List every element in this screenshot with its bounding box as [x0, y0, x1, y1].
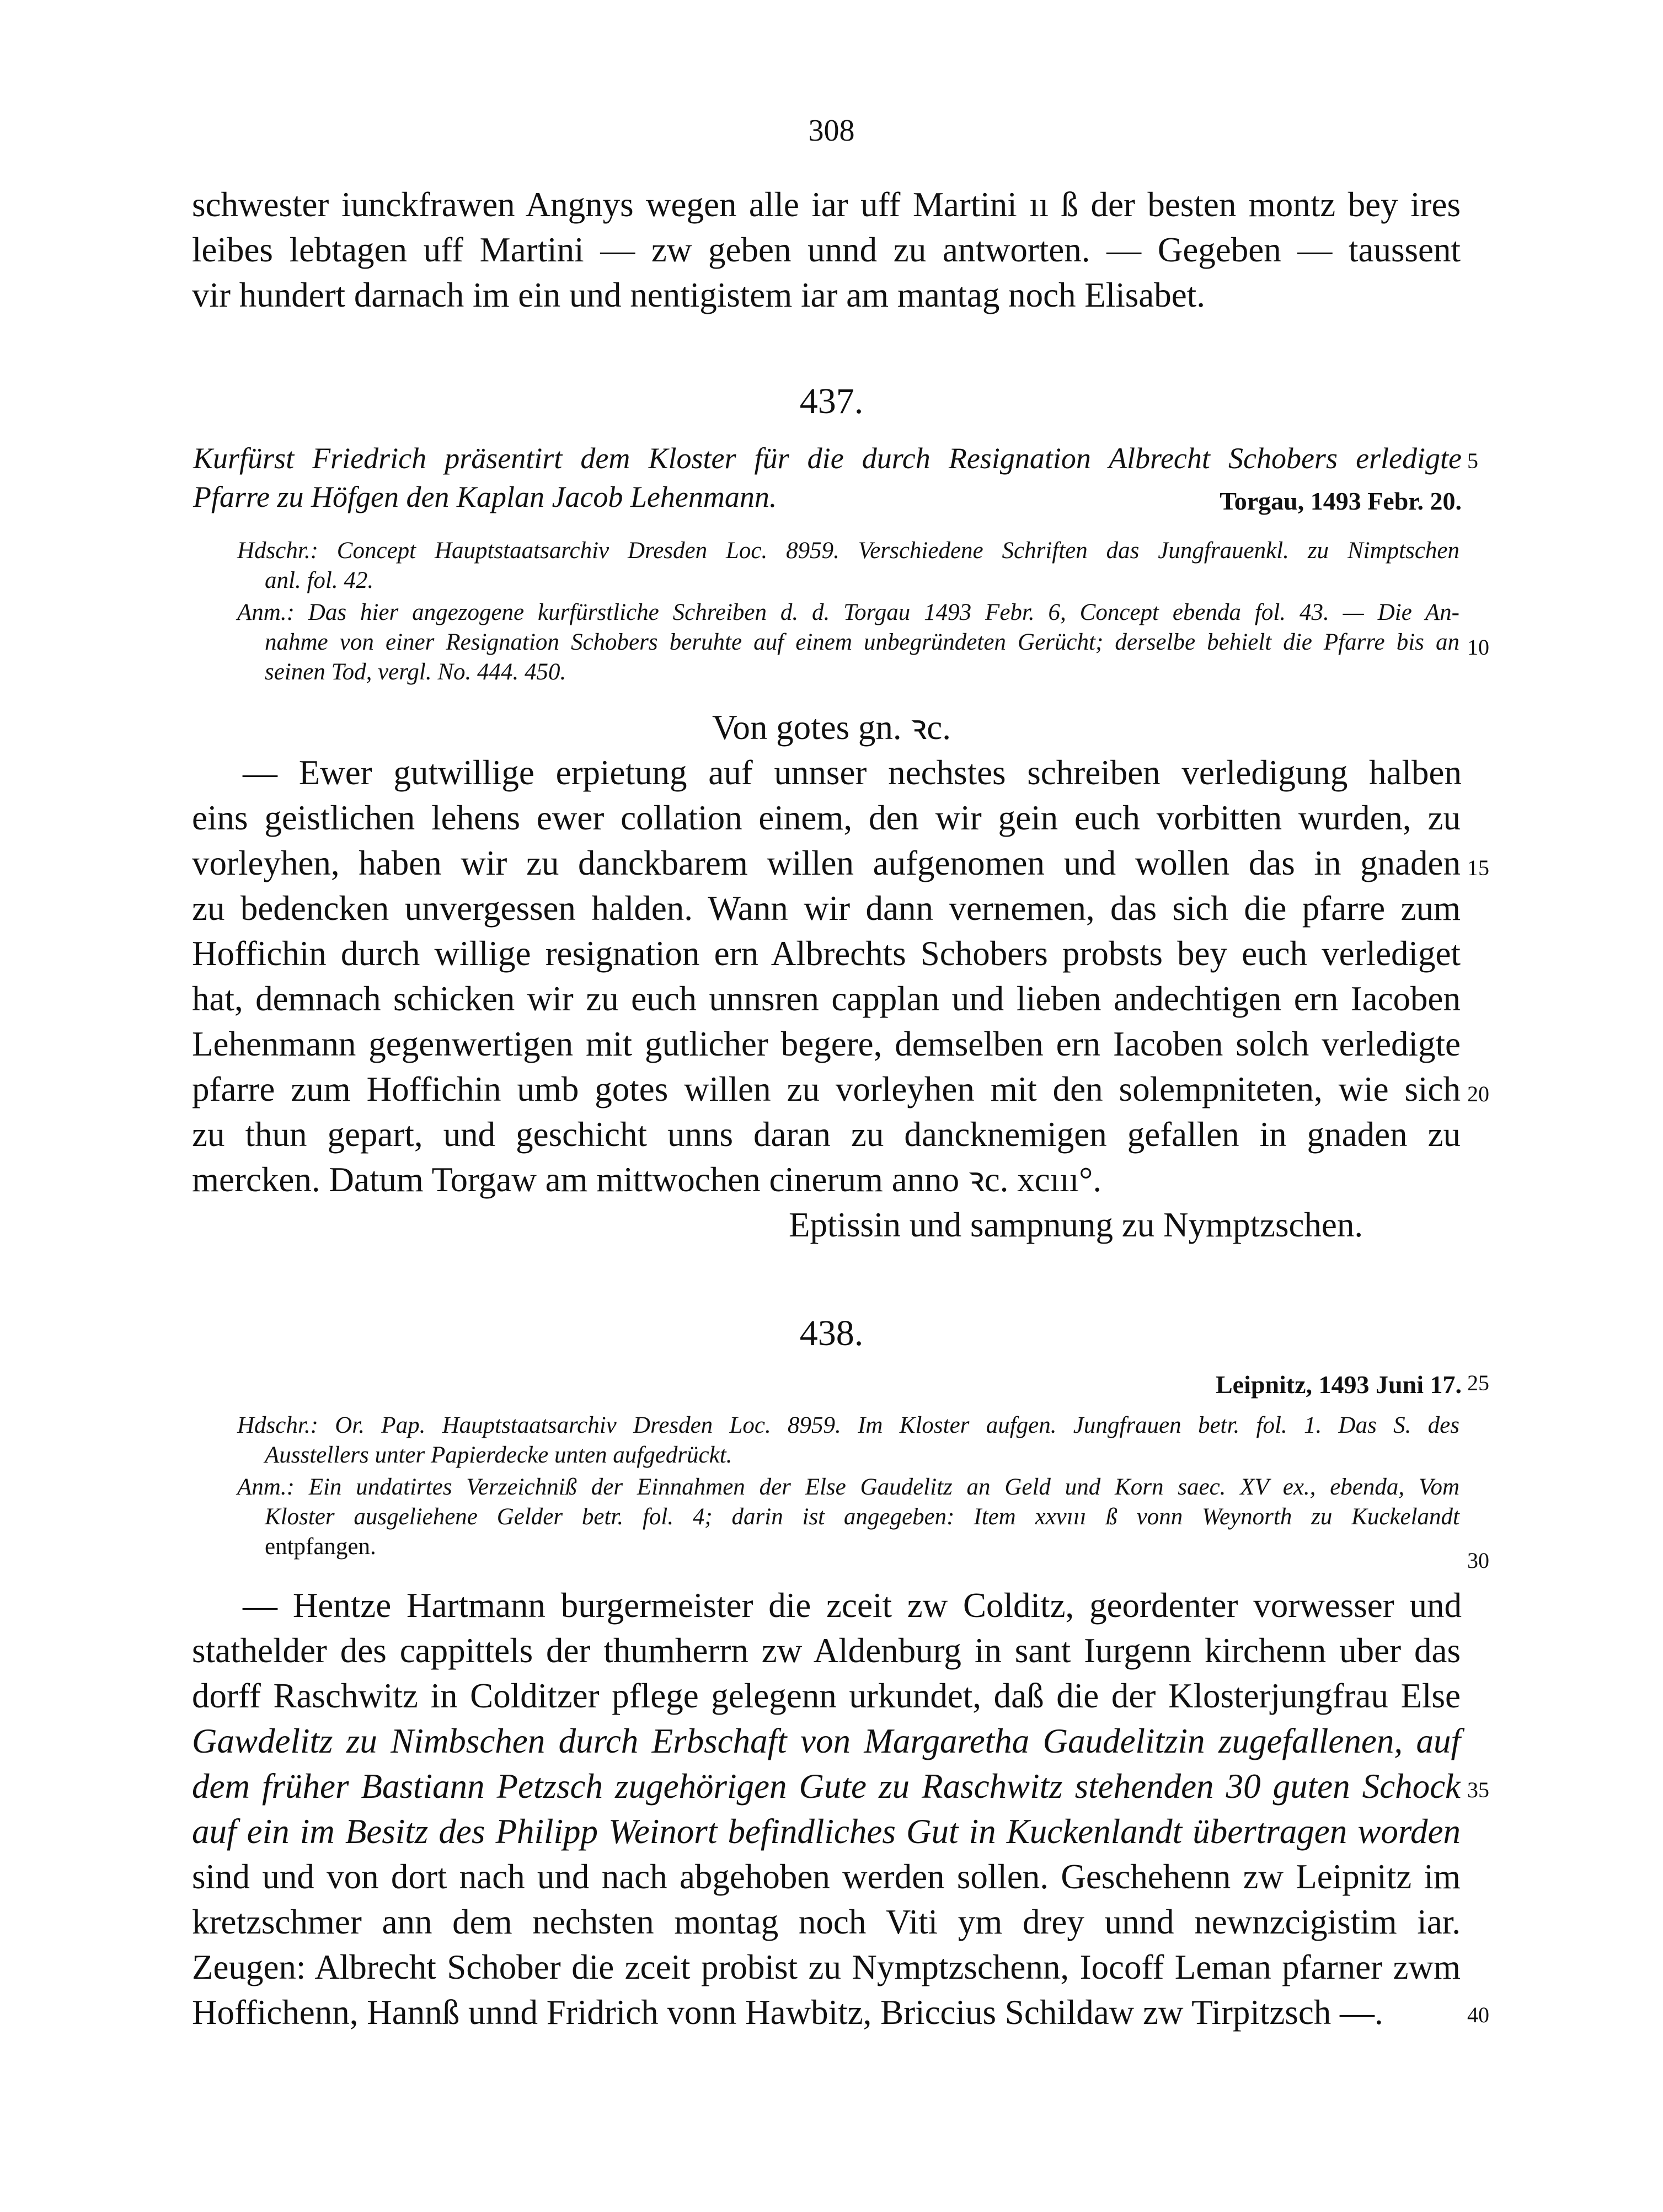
text-line: Gawdelitz zu Nimbschen durch Erbschaft von Margaretha Gaudelitzin zugefallenen, auf: [192, 1722, 1461, 1760]
line-number: 40: [1467, 2002, 1489, 2027]
text-line: zu bedencken unvergessen halden. Wann wir dann vernemen, das sich die pfarre zum: [192, 889, 1461, 928]
note-line: Kloster ausgeliehene Gelder betr. fol. 4; darin ist angegeben: Item xxvııı ß vonn Weynorth zu Kuckelandt: [265, 1504, 1459, 1530]
document-number: 438.: [799, 1313, 864, 1353]
note-line: Anm.: Das hier angezogene kurfürstliche Schreiben d. d. Torgau 1493 Febr. 6, Concept ebenda fol. 43. — Die An-: [237, 599, 1459, 625]
text-line: leibes lebtagen uff Martini — zw geben unnd zu antworten. — Gegeben — taussent: [192, 231, 1461, 269]
note-line: nahme von einer Resignation Schobers beruhte auf einem unbegründeten Gerücht; derselbe behielt die Pfarre bis an: [265, 629, 1459, 655]
regest-line: Kurfürst Friedrich präsentirt dem Kloster für die durch Resignation Albrecht Schobers erledigte: [193, 442, 1462, 475]
text-line: dem früher Bastiann Petzsch zugehörigen Gute zu Raschwitz stehenden 30 guten Schock: [192, 1767, 1461, 1806]
text-line: eins geistlichen lehens ewer collation einem, den wir gein euch vorbitten wurden, zu: [192, 799, 1461, 837]
line-number: 25: [1467, 1370, 1489, 1395]
text-line: vorleyhen, haben wir zu danckbarem willen aufgenomen und wollen das in gnaden: [192, 844, 1461, 882]
text-line: Hoffichin durch willige resignation ern Albrechts Schobers probsts bey euch verlediget: [192, 934, 1461, 973]
text-line: vir hundert darnach im ein und nentigistem iar am mantag noch Elisabet.: [192, 276, 1205, 314]
document-number: 437.: [799, 381, 864, 421]
place-date: Leipnitz, 1493 Juni 17.: [1215, 1370, 1462, 1399]
address-line: Eptissin und sampnung zu Nymptzschen.: [789, 1206, 1363, 1244]
line-number: 10: [1467, 635, 1489, 660]
text-line: auf ein im Besitz des Philipp Weinort befindliches Gut in Kuckenlandt übertragen worden: [192, 1812, 1461, 1851]
line-number: 15: [1467, 855, 1489, 880]
note-line: seinen Tod, vergl. No. 444. 450.: [265, 659, 566, 685]
text-line: Zeugen: Albrecht Schober die zceit probist zu Nymptzschenn, Iocoff Leman pfarner zwm: [192, 1948, 1461, 1986]
text-line: — Hentze Hartmann burgermeister die zceit zw Colditz, geordenter vorwesser und: [243, 1586, 1462, 1625]
text-line: Lehenmann gegenwertigen mit gutlicher begere, demselben ern Iacoben solch verledigte: [192, 1025, 1461, 1063]
text-line: hat, demnach schicken wir zu euch unnsren capplan und lieben andechtigen ern Iacoben: [192, 979, 1461, 1018]
text-line: zu thun gepart, und geschicht unns daran zu dancknemigen gefallen in gnaden zu: [192, 1115, 1461, 1154]
place-date: Torgau, 1493 Febr. 20.: [1220, 487, 1462, 515]
note-line: anl. fol. 42.: [265, 567, 374, 593]
note-line: Ausstellers unter Papierdecke unten aufgedrückt.: [265, 1442, 732, 1468]
note-line: entpfangen.: [265, 1534, 376, 1560]
text-line: kretzschmer ann dem nechsten montag noch Viti ym drey unnd newnzcigistim iar.: [192, 1903, 1461, 1941]
page-number: 308: [808, 114, 855, 148]
line-number: 30: [1467, 1548, 1489, 1573]
note-line: Hdschr.: Concept Hauptstaatsarchiv Dresden Loc. 8959. Verschiedene Schriften das Jungfrauenkl. zu Nimptschen: [237, 538, 1459, 564]
text-line: Hoffichenn, Hannß unnd Fridrich vonn Hawbitz, Briccius Schildaw zw Tirpitzsch —.: [192, 1993, 1383, 2032]
text-line: stathelder des cappittels der thumherrn zw Aldenburg in sant Iurgenn kirchenn uber das: [192, 1631, 1461, 1670]
line-number: 5: [1467, 448, 1478, 473]
salutation: Von gotes gn. ꝛc.: [712, 708, 951, 747]
text-line: dorff Raschwitz in Colditzer pflege gelegenn urkundet, daß die der Klosterjungfrau Else: [192, 1677, 1461, 1715]
line-number: 20: [1467, 1081, 1489, 1106]
text-line: schwester iunckfrawen Angnys wegen alle iar uff Martini ıı ß der besten montz bey ires: [192, 185, 1461, 224]
text-line: — Ewer gutwillige erpietung auf unnser nechstes schreiben verledigung halben: [243, 753, 1462, 792]
text-line: pfarre zum Hoffichin umb gotes willen zu vorleyhen mit den solempniteten, wie sich: [192, 1070, 1461, 1108]
note-line: Anm.: Ein undatirtes Verzeichniß der Einnahmen der Else Gaudelitz an Geld und Korn saec. XV ex., ebenda, Vom: [237, 1474, 1459, 1500]
text-line: sind und von dort nach und nach abgehoben werden sollen. Geschehenn zw Leipnitz im: [192, 1857, 1461, 1896]
text-line: mercken. Datum Torgaw am mittwochen cinerum anno ꝛc. xcııı°.: [192, 1160, 1102, 1199]
line-number: 35: [1467, 1777, 1489, 1802]
note-line: Hdschr.: Or. Pap. Hauptstaatsarchiv Dresden Loc. 8959. Im Kloster aufgen. Jungfrauen betr. fol. 1. Das S. des: [237, 1412, 1459, 1438]
regest-line: Pfarre zu Höfgen den Kaplan Jacob Lehenmann.: [193, 480, 777, 513]
